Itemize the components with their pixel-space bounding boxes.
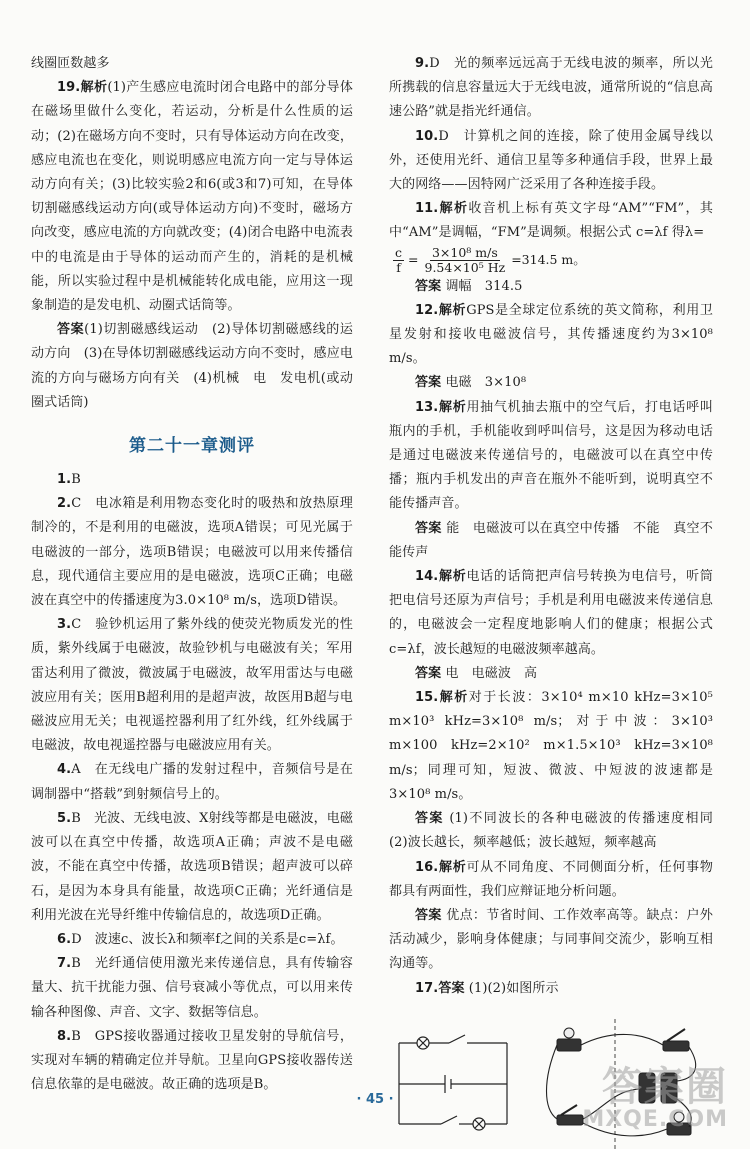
q12-number: 12. <box>415 302 439 318</box>
q11-analysis-text: 收音机上标有英文字母“AM”“FM”，其中“AM”是调幅，“FM”是调频。根据公式 c=λf 得λ= <box>389 201 713 241</box>
q14-analysis-label: 解析 <box>438 569 467 585</box>
formula-denominator: f <box>396 259 401 275</box>
q15-answer-text: (1)不同波长的各种电磁波的传播速度相同 (2)波长越长，频率越低；波长越短，频率越高 <box>389 811 727 851</box>
q14-analysis <box>389 565 713 662</box>
item-9 <box>389 52 713 125</box>
q12-analysis-text: GPS是全球定位系统的英文简称，利用卫星发射和接收电磁波信号，其传播速度约为3×10⁸ m/s。 <box>389 302 713 367</box>
q16-analysis <box>389 856 713 904</box>
formula-result: =314.5 m。 <box>511 252 586 268</box>
item-3 <box>31 613 353 758</box>
item-number: 8. <box>57 1028 72 1044</box>
q13-number: 13. <box>415 399 439 415</box>
q13-analysis <box>389 396 713 517</box>
item-number: 3. <box>57 617 72 633</box>
q11-number: 11. <box>415 201 439 217</box>
item-number: 5. <box>57 810 72 826</box>
q19-analysis-label: 解析 <box>80 80 108 96</box>
item-number: 7. <box>57 956 72 972</box>
q19-number: 19. <box>57 80 81 96</box>
q12-analysis-label: 解析 <box>438 302 467 318</box>
item-text: C 验钞机运用了紫外线的使荧光物质发光的性质，紫外线属于电磁波，故验钞机与电磁波有关；军用雷达利用了微波，微波属于电磁波，故军用雷达与电磁波应用有关；医用B超利用的是超声波，故医用B超与电磁波应用无关；电视遥控器利用了红外线，红外线属于电磁波，故电视遥控器与电磁波应用有关。 <box>31 617 353 754</box>
item-number: 10. <box>415 128 439 144</box>
q13-answer <box>389 517 713 565</box>
q17-answer-text: (1)(2)如图所示 <box>468 980 559 996</box>
formula-fraction-values <box>423 246 508 275</box>
q12-analysis <box>389 299 713 372</box>
item-text: B 光波、无线电波、X射线等都是电磁波，电磁波可以在真空中传播，故选项A正确；声波不是电磁波，不能在真空中传播，故选项B错误；超声波可以碎石，是因为本身具有能量，故选项C正确；光纤通信是利用光波在光导纤维中传输信息的，故选项D正确。 <box>31 810 353 923</box>
q14-answer-label: 答案 <box>415 665 442 681</box>
q11-analysis-label: 解析 <box>438 201 469 217</box>
item-text: B GPS接收器通过接收卫星发射的导航信号，实现对车辆的精确定位并导航。卫星向GPS接收器传送信息依靠的是电磁波。故正确的选项是B。 <box>31 1028 353 1093</box>
item-4 <box>31 758 353 806</box>
item-text: B 光纤通信使用激光来传递信息，具有传输容量大、抗干扰能力强、信号衰减小等优点，可以用来传输各种图像、声音、文字、数据等信息。 <box>31 956 353 1020</box>
q16-analysis-label: 解析 <box>438 859 467 875</box>
watermark-text-en: MXQE.COM <box>582 1107 728 1132</box>
q14-number: 14. <box>415 569 439 585</box>
q11-answer <box>389 275 713 299</box>
item-10 <box>389 125 713 198</box>
q13-answer-label: 答案 <box>415 520 442 536</box>
q19-analysis <box>31 76 353 318</box>
item-number: 1. <box>57 472 72 488</box>
item-7 <box>31 952 353 1025</box>
item-6 <box>31 928 353 952</box>
watermark-logo <box>582 1064 728 1132</box>
q17-answer <box>389 977 713 1001</box>
q13-analysis-text: 用抽气机抽去瓶中的空气后，打电话呼叫瓶内的手机，手机能收到呼叫信号，这是因为移动电话是通过电磁波来传递信号的，电磁波可以在真空中传播；瓶内手机发出的声音在瓶外不能听到，说明真空不能传播声音。 <box>389 399 713 512</box>
q11-answer-label: 答案 <box>415 278 442 294</box>
q19-answer-text: (1)切割磁感线运动 (2)导体切割磁感线的运动方向 (3)在导体切割磁感线运动方向不变时，感应电流的方向与磁场方向有关 (4)机械 电 发电机(或动圈式话筒) <box>31 322 353 410</box>
formula-fraction-cf <box>393 246 404 275</box>
q13-analysis-label: 解析 <box>438 399 467 415</box>
intro-line: 线圈匝数越多 <box>31 56 110 71</box>
formula-equals: = <box>408 252 419 268</box>
q16-answer-text: 优点：节省时间、工作效率高等。缺点：户外活动减少，影响身体健康；与同事间交流少，影响互相沟通等。 <box>389 907 714 972</box>
page-number: · 45 · <box>356 1092 394 1107</box>
q12-answer <box>389 371 713 395</box>
q11-analysis <box>389 197 713 245</box>
q17-number: 17. <box>415 980 439 996</box>
q12-answer-label: 答案 <box>415 375 442 391</box>
q19-answer-label: 答案 <box>57 322 85 338</box>
q16-answer-label: 答案 <box>415 907 442 923</box>
switch-symbol <box>449 1035 465 1043</box>
item-number: 2. <box>57 496 72 512</box>
q15-answer-label: 答案 <box>415 811 444 827</box>
q19-answer <box>31 318 353 415</box>
q15-analysis-text: 对于长波：3×10⁴ m×10 kHz=3×10⁵ m×10³ kHz=3×10⁸ m/s；对于中波：3×10³ m×100 kHz=2×10² m×1.5×10³ kHz=3×10⁸ m/s；同理可知，短波、微波、中短波的波速都是3×10⁸ m/s。 <box>389 690 713 802</box>
q14-analysis-text: 电话的话筒把声信号转换为电信号，听筒把电信号还原为声信号；手机是利用电磁波来传递信息的，电磁波会一定程度地影响人们的健康；根据公式 c=λf，波长越短的电磁波频率越高。 <box>389 569 713 657</box>
q14-answer-text: 电 电磁波 高 <box>445 665 538 681</box>
q15-number: 15. <box>415 690 439 706</box>
formula-numerator: c <box>395 244 403 260</box>
item-number: 4. <box>57 762 72 778</box>
item-2 <box>31 492 353 613</box>
q19-analysis-text: (1)产生感应电流时闭合电路中的部分导体在磁场里做什么变化，若运动，分析是什么性质的运动；(2)在磁场方向不变时，只有导体运动方向在改变，感应电流也在变化，则说明感应电流方向一定与导体运动方向有关；(3)比较实验2和6(或3和7)可知，在导体切割磁感线运动方向(或导体运动方向)不变时，磁场方向改变，感应电流的方向就改变；(4)闭合电路中电流表中的电流是由于导体的运动而产生的，消耗的是机械能，所以实验过程中是机械能转化成电能，应用这一现象制造的是发电机、动圈式话筒等。 <box>31 80 354 314</box>
item-8 <box>31 1025 353 1098</box>
formula-numerator: 3×10⁸ m/s <box>431 244 498 260</box>
left-column <box>31 52 353 1097</box>
q12-answer-text: 电磁 3×10⁸ <box>445 375 527 391</box>
item-5 <box>31 807 353 928</box>
item-1 <box>31 468 353 492</box>
item-text: D 波速c、波长λ和频率f之间的关系是c=λf。 <box>71 931 344 947</box>
item-number: 6. <box>57 931 72 947</box>
q16-number: 16. <box>415 859 439 875</box>
q16-analysis-text: 可从不同角度、不同侧面分析，任何事物都具有两面性，我们应辩证地分析问题。 <box>389 859 713 899</box>
formula-denominator: 9.54×10⁵ Hz <box>424 259 506 275</box>
item-text: D 光的频率远远高于无线电波的频率，所以光所携载的信息容量远大于无线电波，通常所说的“信息高速公路”就是指光纤通信。 <box>389 56 713 120</box>
item-text: B <box>71 472 81 488</box>
q15-analysis <box>389 686 713 807</box>
item-text: C 电冰箱是利用物态变化时的吸热和放热原理制冷的，不是利用的电磁波，选项A错误；可见光属于电磁波的一部分，选项B错误；电磁波可以用来传播信息，现代通信主要应用的是电磁波，选项C正确；电磁波在真空中的传播速度为3.0×10⁸ m/s，选项D错误。 <box>31 496 353 609</box>
watermark-text-cn: 答案圈 <box>602 1064 728 1110</box>
item-text: D 计算机之间的连接，除了使用金属导线以外，还使用光纤、通信卫星等多种通信手段，世界上最大的网络——因特网广泛采用了各种连接手段。 <box>389 128 713 193</box>
chapter-title: 第二十一章测评 <box>129 436 255 457</box>
item-text: A 在无线电广播的发射过程中，音频信号是在调制器中“搭载”到射频信号上的。 <box>31 762 353 802</box>
q11-formula <box>389 246 713 275</box>
q17-answer-label: 答案 <box>438 980 465 996</box>
q15-analysis-label: 解析 <box>438 690 469 706</box>
q15-answer <box>389 807 727 855</box>
q13-answer-text: 能 电磁波可以在真空中传播 不能 真空不能传声 <box>389 520 714 560</box>
q16-answer <box>389 904 713 977</box>
q11-answer-text: 调幅 314.5 <box>445 278 523 294</box>
q14-answer <box>389 662 713 686</box>
item-number: 9. <box>415 56 430 71</box>
circuit-diagram <box>389 1029 519 1139</box>
right-column <box>389 52 727 1149</box>
